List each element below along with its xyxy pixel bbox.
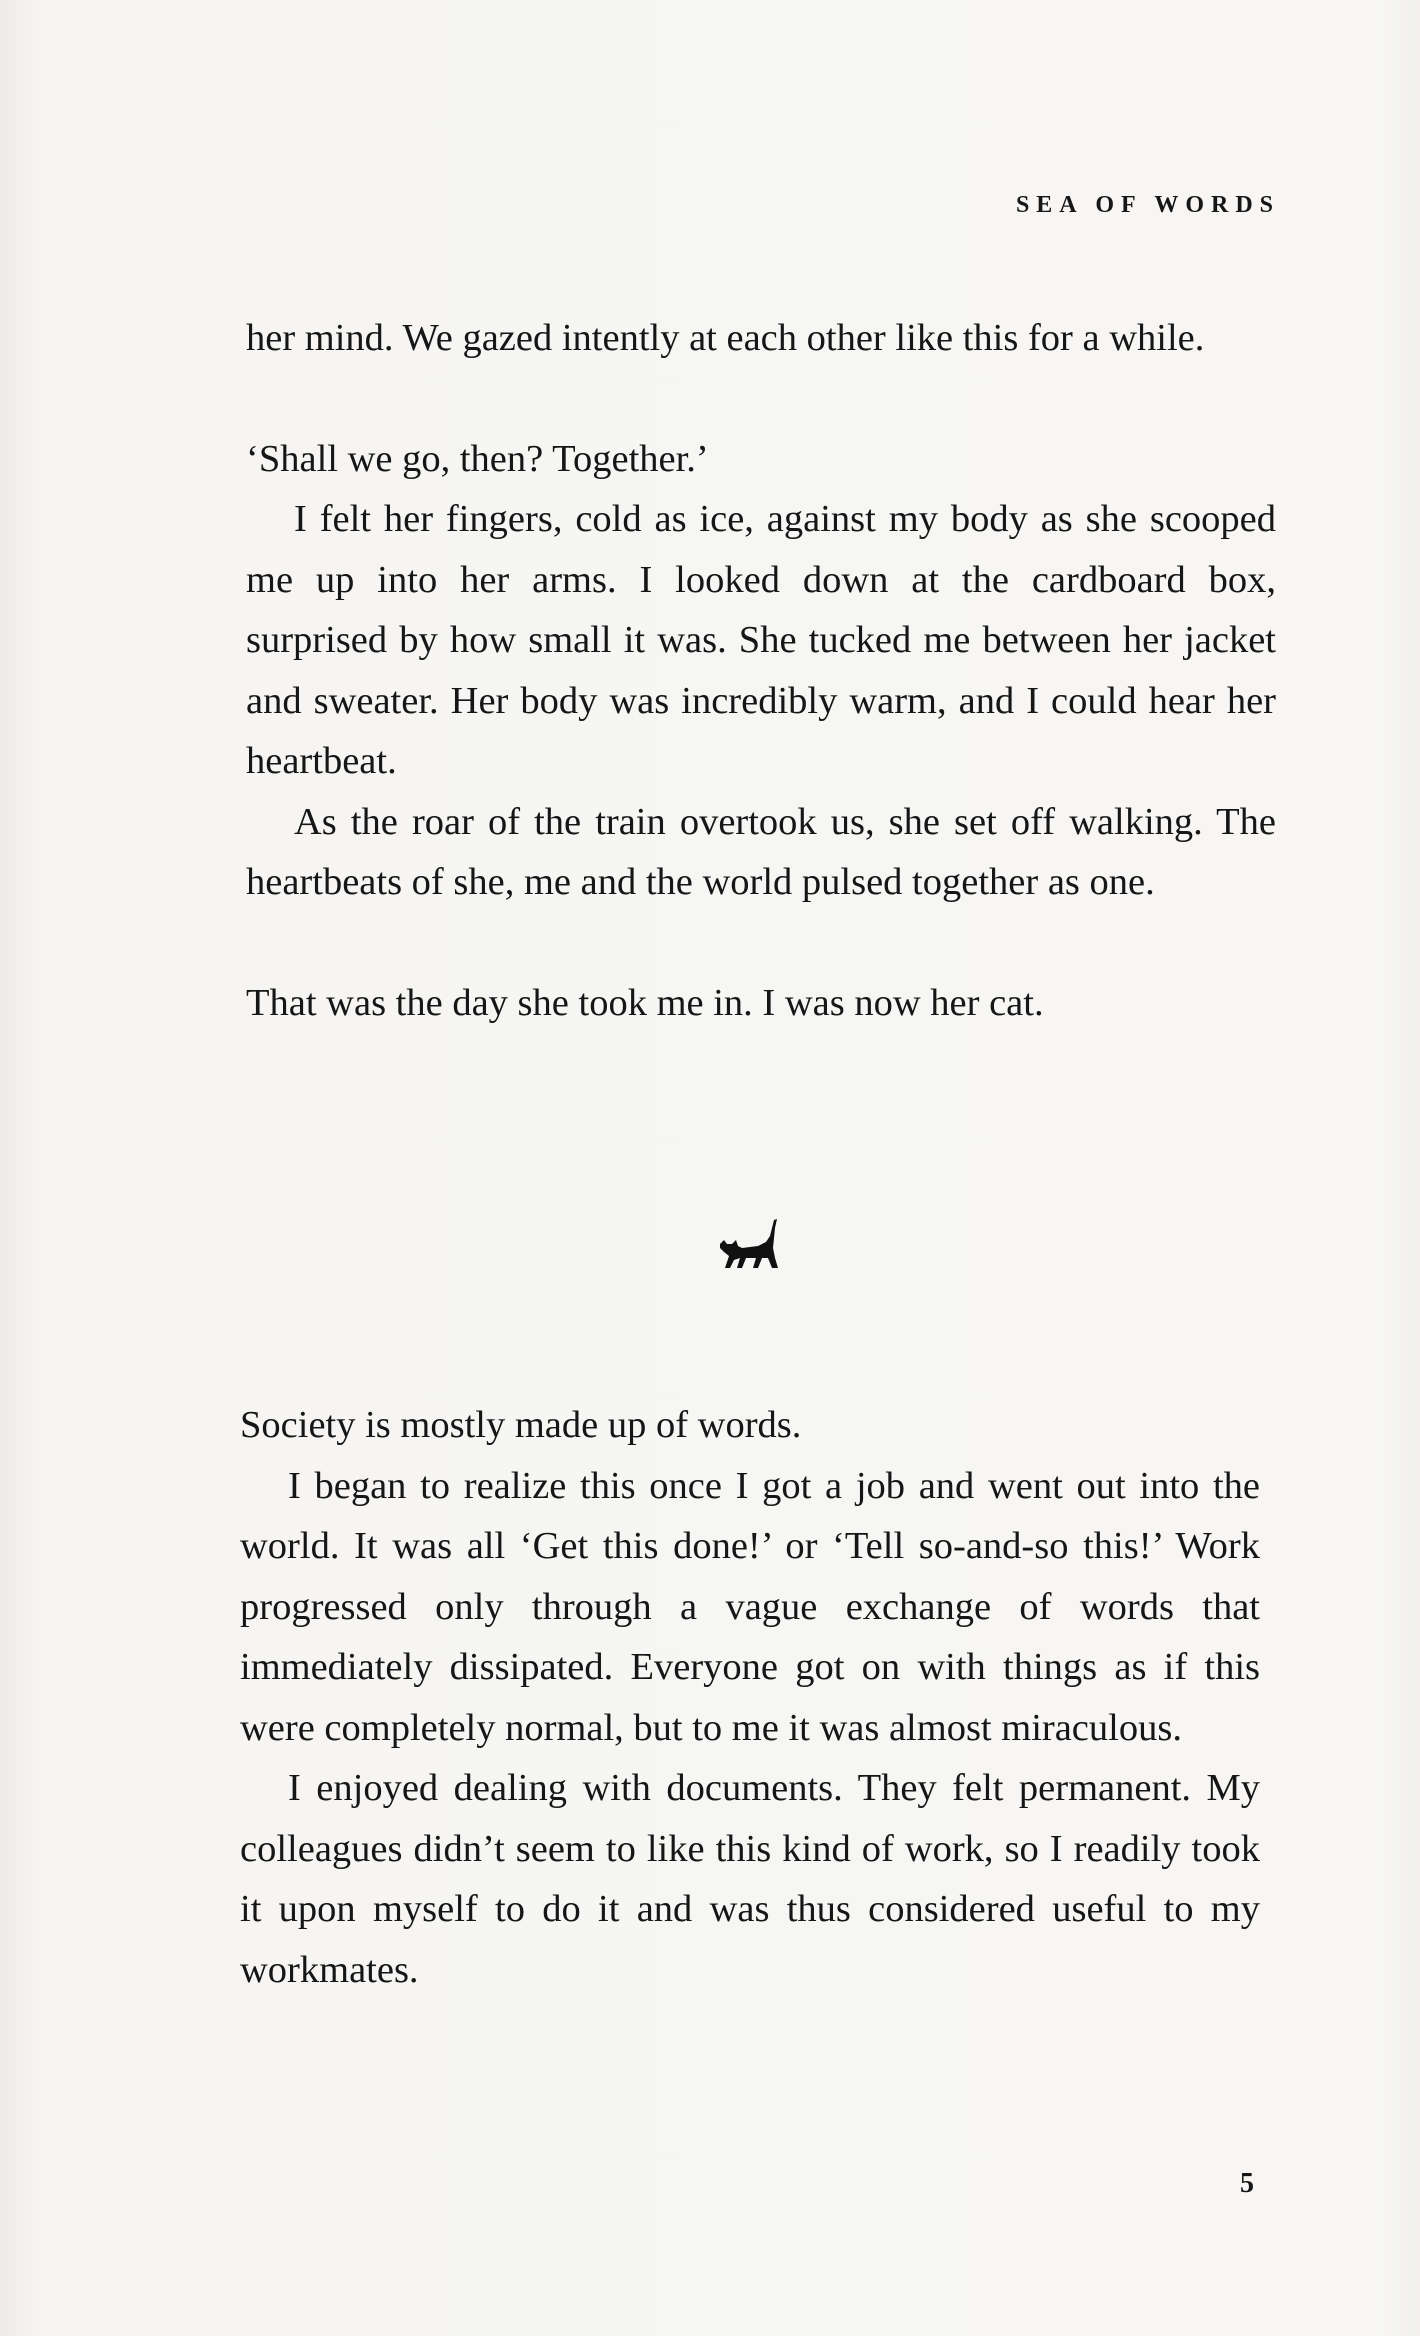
page-number: 5 [1240,2168,1254,2199]
paragraph: Society is mostly made up of words. [240,1404,802,1446]
paragraph: I enjoyed dealing with documents. They felt permanent. My colleagues didn’t seem to like this kind of work, so I readily took it upon myself to do it and was thus considered useful to my workmates. [240,1767,1260,1991]
paragraph: ‘Shall we go, then? Together.’ [246,437,709,480]
paragraph: As the roar of the train overtook us, she set off walking. The heartbeats of she, me and the world pulsed together as one. [246,800,1276,903]
running-head: SEA OF WORDS [1015,192,1280,218]
cat-silhouette-icon [718,1218,786,1280]
paragraph: I felt her fingers, cold as ice, against my body as she scooped me up into her arms. I looked down at the cardboard box, surprised by how small it was. She tucked me between her jacket and sweater. Her body was incredibly warm, and I could hear her heartbeat. [246,498,1276,782]
paragraph: That was the day she took me in. I was now her cat. [246,981,1044,1024]
text-section-1 [246,308,1276,1033]
paragraph: her mind. We gazed intently at each other like this for a while. [246,317,1205,359]
paragraph: I began to realize this once I got a job and went out into the world. It was all ‘Get this done!’ or ‘Tell so-and-so this!’ Work progressed only through a vague exchange of words that immediately dissipated. Everyone got on with things as if this were completely normal, but to me it was almost miraculous. [240,1464,1260,1749]
text-section-2 [240,1395,1260,2000]
